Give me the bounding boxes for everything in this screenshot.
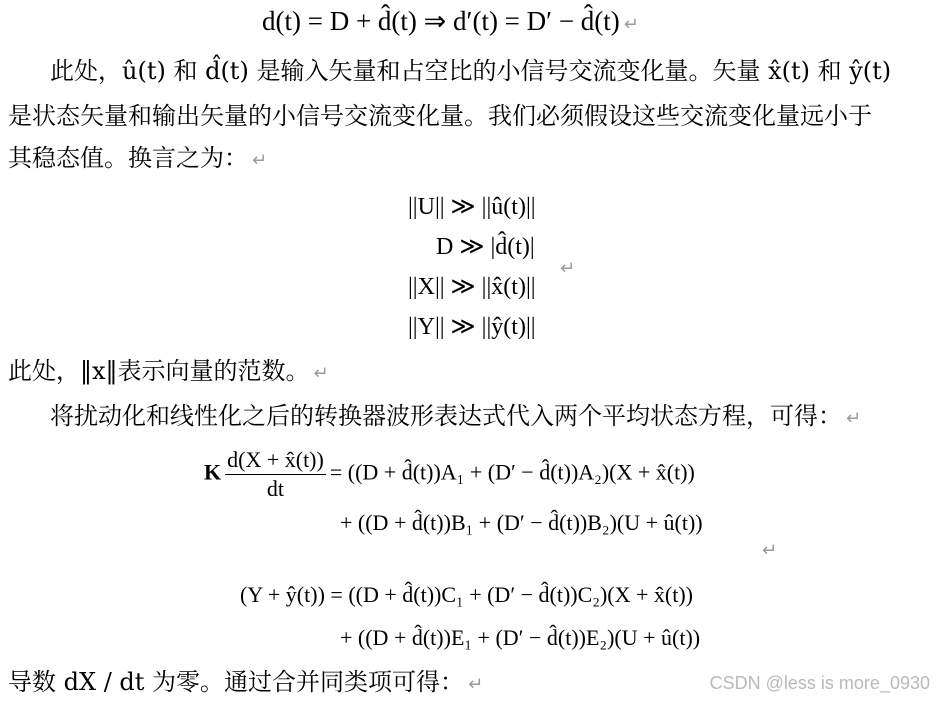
equation-duty-cycle — [262, 6, 639, 40]
state-equation-line-2 — [340, 508, 703, 538]
state-equation-rhs-2: + ((D + d̂(t))B₁ + (D′ − d̂(t))B₂)(U + û(t)) — [340, 510, 703, 535]
norm-note-line — [8, 356, 329, 389]
paragraph-1-line-2-text: 是状态矢量和输出矢量的小信号交流变化量。我们必须假设这些交流变化量远小于 — [8, 102, 872, 130]
last-line — [8, 667, 483, 700]
paragraph-1-line-2 — [8, 101, 872, 131]
state-equation-k: K — [204, 459, 222, 485]
state-equation-fraction — [225, 446, 326, 503]
return-mark-icon: ↵ — [762, 540, 778, 561]
state-equation — [204, 446, 695, 503]
equation-duty-cycle-text: d(t) = D + d̂(t) ⇒ d′(t) = D′ − d̂(t) — [262, 6, 620, 36]
last-line-text: 导数 dX / dt 为零。通过合并同类项可得： — [8, 668, 465, 696]
state-equation-return — [758, 534, 777, 566]
return-mark-icon: ↵ — [468, 674, 484, 695]
paragraph-1-line-3-text: 其稳态值。换言之为： — [8, 144, 248, 172]
output-equation-rhs-2: + ((D + d̂(t))E₁ + (D′ − d̂(t))E₂)(U + û(t)) — [340, 625, 701, 650]
return-mark-icon: ↵ — [252, 150, 268, 171]
inequality-group-return — [556, 252, 575, 284]
paragraph-1-line-3 — [8, 143, 267, 176]
output-equation-lhs: (Y + ŷ(t)) — [240, 582, 325, 607]
return-mark-icon: ↵ — [560, 258, 576, 279]
paragraph-2-line-1-text: 将扰动化和线性化之后的转换器波形表达式代入两个平均状态方程，可得： — [50, 402, 842, 430]
output-equation-rhs-1: = ((D + d̂(t))C₁ + (D′ − d̂(t))C₂)(X + x̂(t)) — [330, 582, 694, 607]
paragraph-1-line-1-text: 此处，û(t) 和 d̂(t) 是输入矢量和占空比的小信号交流变化量。矢量 x̂(t) 和 ŷ(t) — [50, 57, 892, 85]
state-equation-rhs-1: = ((D + d̂(t))A₁ + (D′ − d̂(t))A₂)(X + x̂(t)) — [329, 459, 695, 485]
inequality-1-text: ||U|| ≫ ||û(t)|| — [408, 194, 536, 220]
return-mark-icon: ↵ — [313, 363, 329, 384]
state-equation-denominator: dt — [266, 476, 285, 501]
output-equation-line-2 — [340, 623, 700, 653]
inequality-3 — [408, 272, 536, 302]
inequality-1 — [408, 192, 536, 222]
inequality-2-text: D ≫ |d̂(t)| — [436, 234, 535, 260]
watermark: CSDN @less is more_0930 — [709, 673, 930, 693]
return-mark-icon: ↵ — [846, 408, 862, 429]
state-equation-numerator: d(X + x̂(t)) — [225, 446, 326, 475]
return-mark-icon: ↵ — [623, 14, 639, 35]
norm-note-text: 此处，‖x‖表示向量的范数。 — [8, 357, 310, 385]
output-equation — [240, 580, 693, 610]
paragraph-1-line-1 — [50, 56, 891, 86]
inequality-2 — [436, 232, 535, 262]
inequality-4 — [408, 312, 536, 342]
paragraph-2-line-1 — [50, 401, 861, 434]
inequality-4-text: ||Y|| ≫ ||ŷ(t)|| — [408, 314, 536, 340]
inequality-3-text: ||X|| ≫ ||x̂(t)|| — [408, 274, 536, 300]
